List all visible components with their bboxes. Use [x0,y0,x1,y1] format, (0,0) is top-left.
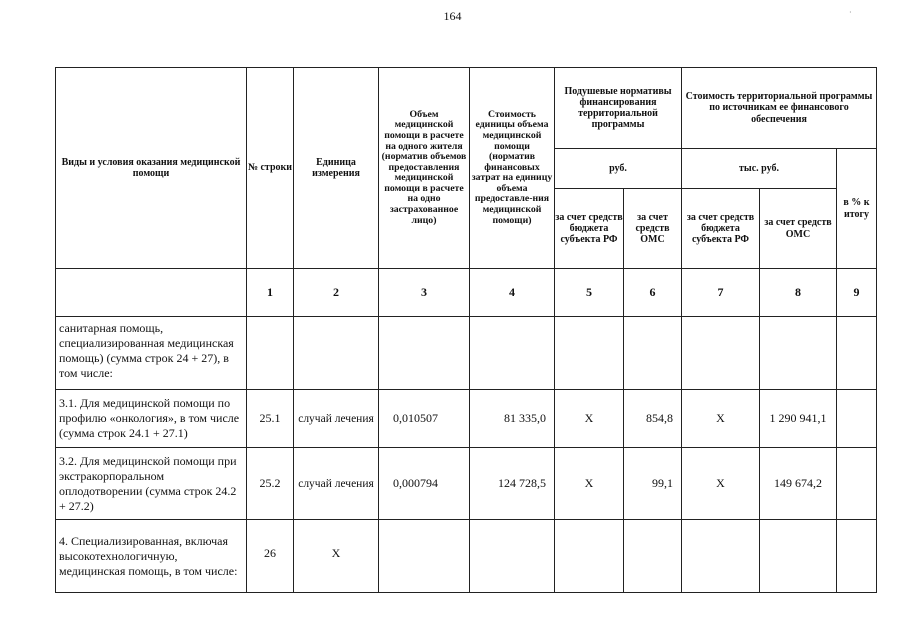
header-thousand-rub: тыс. руб. [682,149,837,189]
column-number: 8 [760,269,837,317]
row-label: 3.2. Для медицинской помощи при экстракорпоральном оплодотворении (сумма строк 24.2 + 27.2) [56,448,247,520]
row-volume: 0,000794 [379,448,470,520]
row-number: 25.1 [247,390,294,448]
row-number: 26 [247,520,294,593]
row-budget-rf-thousand [682,317,760,390]
row-volume: 0,010507 [379,390,470,448]
row-percent [837,448,877,520]
page-number: 164 [443,9,462,23]
row-unit: Х [294,520,379,593]
row-percent [837,520,877,593]
row-budget-rf-thousand: Х [682,390,760,448]
header-oms-rub: за счет средств ОМС [624,189,682,269]
row-oms-rub: 99,1 [624,448,682,520]
column-number: 5 [555,269,624,317]
column-number: 4 [470,269,555,317]
row-number [247,317,294,390]
row-label: санитарная помощь, специализированная медицинская помощь) (сумма строк 24 + 27), в том числе: [56,317,247,390]
header-rub: руб. [555,149,682,189]
financing-table [55,67,877,593]
row-unit-cost: 124 728,5 [470,448,555,520]
row-unit-cost [470,520,555,593]
row-oms-thousand: 149 674,2 [760,448,837,520]
column-number: 7 [682,269,760,317]
row-unit-cost [470,317,555,390]
table-row [56,390,877,448]
table-row [56,520,877,593]
row-oms-thousand [760,520,837,593]
row-label: 4. Специализированная, включая высокотехнологичную, медицинская помощь, в том числе: [56,520,247,593]
header-oms-thousand: за счет средств ОМС [760,189,837,269]
row-unit-cost: 81 335,0 [470,390,555,448]
table-row [56,448,877,520]
header-program-cost-group: Стоимость территориальной программы по источникам ее финансового обеспечения [682,68,877,149]
table-row [56,317,877,390]
header-unit: Единица измерения [294,68,379,269]
header-percent-total: в % к итогу [837,149,877,269]
row-volume [379,317,470,390]
row-budget-rf-rub: Х [555,390,624,448]
row-percent [837,390,877,448]
header-budget-rf-thousand: за счет средств бюджета субъекта РФ [682,189,760,269]
row-unit [294,317,379,390]
column-number: 2 [294,269,379,317]
column-number: 6 [624,269,682,317]
row-volume [379,520,470,593]
row-number: 25.2 [247,448,294,520]
corner-mark: · [849,8,852,17]
header-unit-cost: Стоимость единицы объема медицинской помощи (норматив финансовых затрат на единицу объема предоставле-ния медицинской помощи) [470,68,555,269]
row-budget-rf-rub [555,520,624,593]
header-type-of-care: Виды и условия оказания медицинской помощи [56,68,247,269]
row-budget-rf-thousand [682,520,760,593]
header-row-number: № строки [247,68,294,269]
row-budget-rf-rub: Х [555,448,624,520]
header-volume: Объем медицинской помощи в расчете на одного жителя (норматив объемов предоставления медицинской помощи в расчете на одно застрахованное лицо) [379,68,470,269]
row-percent [837,317,877,390]
column-number: 3 [379,269,470,317]
row-oms-rub: 854,8 [624,390,682,448]
row-budget-rf-rub [555,317,624,390]
column-number-empty [56,269,247,317]
row-oms-thousand [760,317,837,390]
row-unit: случай лечения [294,390,379,448]
row-oms-thousand: 1 290 941,1 [760,390,837,448]
row-budget-rf-thousand: Х [682,448,760,520]
row-oms-rub [624,317,682,390]
header-per-capita-group: Подушевые нормативы финансирования территориальной программы [555,68,682,149]
header-budget-rf-rub: за счет средств бюджета субъекта РФ [555,189,624,269]
row-unit: случай лечения [294,448,379,520]
row-oms-rub [624,520,682,593]
row-label: 3.1. Для медицинской помощи по профилю «онкология», в том числе (сумма строк 24.1 + 27.1) [56,390,247,448]
column-number: 1 [247,269,294,317]
column-number: 9 [837,269,877,317]
